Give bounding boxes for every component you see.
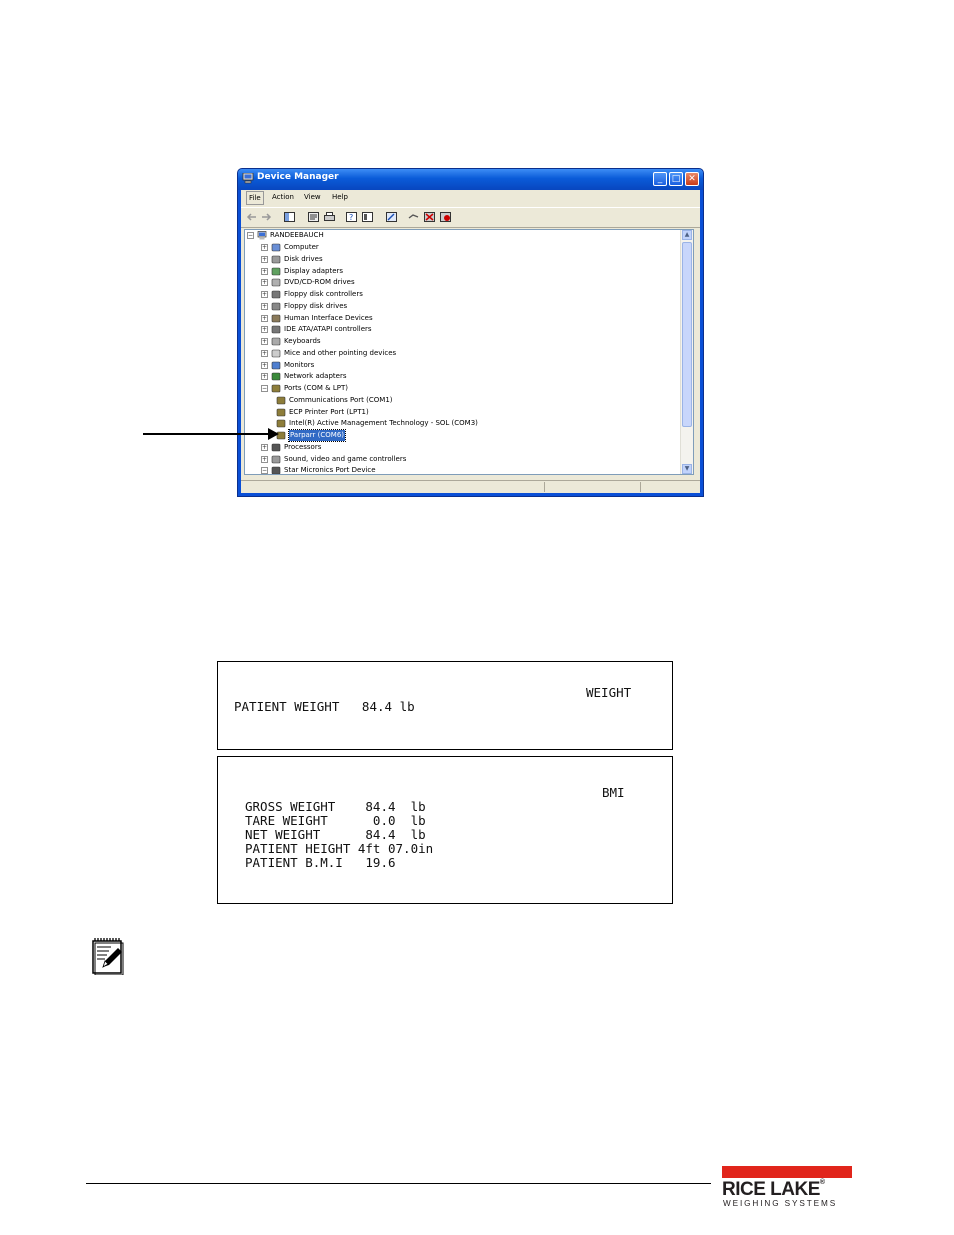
scroll-up-button[interactable]: ▲: [682, 230, 692, 240]
expand-toggle[interactable]: −: [262, 467, 268, 475]
printout-line: GROSS WEIGHT 84.4 lb: [245, 799, 426, 814]
expand-toggle[interactable]: +: [262, 361, 268, 369]
printout-line: PATIENT B.M.I 19.6: [245, 855, 396, 870]
floppy-drive-icon: [271, 302, 281, 311]
display-adapter-icon: [271, 267, 281, 276]
port-device-icon: [271, 466, 281, 475]
expand-toggle[interactable]: +: [262, 244, 268, 251]
expand-toggle[interactable]: +: [262, 267, 268, 275]
tree-item-label: Star Micronics Port Device: [284, 466, 376, 475]
menu-action[interactable]: Action: [272, 193, 294, 201]
menu-help[interactable]: Help: [332, 193, 348, 201]
callout-arrow-head: [268, 428, 279, 440]
scroll-thumb[interactable]: [682, 242, 692, 427]
printout-line: PATIENT WEIGHT 84.4 lb: [234, 699, 415, 714]
status-segment: [544, 482, 641, 492]
device-tree[interactable]: [244, 229, 694, 475]
port-icon: [276, 408, 286, 417]
bmi-printout: [217, 756, 673, 904]
expand-toggle[interactable]: +: [262, 314, 268, 322]
properties-icon[interactable]: [308, 212, 319, 222]
tree-item-label: Mice and other pointing devices: [284, 348, 397, 357]
tree-item-label: Disk drives: [284, 254, 323, 263]
logo-brand-name: [722, 1179, 852, 1201]
tree-item-label: Communications Port (COM1): [289, 395, 393, 404]
show-hide-tree-icon[interactable]: [284, 212, 295, 222]
floppy-controller-icon: [271, 290, 281, 299]
ide-controller-icon: [271, 325, 281, 334]
tree-item-label: Floppy disk drives: [284, 301, 348, 310]
svg-text:?: ?: [349, 213, 354, 222]
port-icon: [276, 419, 286, 428]
view-icon[interactable]: [362, 212, 373, 222]
port-icon: [271, 384, 281, 393]
device-manager-window: [237, 168, 704, 497]
registered-mark: ®: [819, 1179, 825, 1186]
tree-item-label: DVD/CD-ROM drives: [284, 278, 355, 287]
monitor-icon: [271, 361, 281, 370]
callout-arrow-line: [143, 433, 271, 435]
expand-toggle[interactable]: +: [262, 443, 268, 451]
tree-root-label: RANDEEBAUCH: [270, 231, 324, 239]
expand-toggle[interactable]: +: [262, 255, 268, 263]
port-icon: [276, 396, 286, 405]
tree-item-label: Intel(R) Active Management Technology - SOL (COM3): [289, 419, 478, 428]
minimize-button[interactable]: _: [653, 172, 667, 186]
hid-icon: [271, 314, 281, 323]
dvd-drive-icon: [271, 278, 281, 287]
rice-lake-logo: [722, 1166, 852, 1208]
update-driver-icon[interactable]: [408, 212, 419, 222]
tree-item-label: ECP Printer Port (LPT1): [289, 407, 369, 416]
expand-toggle[interactable]: +: [262, 302, 268, 310]
tree-item-label: Network adapters: [284, 372, 347, 381]
expand-toggle[interactable]: +: [262, 338, 268, 345]
collapse-toggle[interactable]: −: [248, 232, 254, 239]
help-icon[interactable]: [346, 212, 357, 222]
back-arrow-icon[interactable]: [246, 212, 257, 222]
expand-toggle[interactable]: +: [262, 349, 268, 357]
window-title: Device Manager: [257, 172, 339, 182]
menu-view[interactable]: View: [304, 193, 321, 201]
toolbar: [241, 207, 700, 228]
status-segment: [640, 482, 700, 492]
tree-item-label: Monitors: [284, 360, 315, 369]
window-titlebar[interactable]: [238, 169, 703, 190]
logo-tagline: WEIGHING SYSTEMS: [723, 1199, 838, 1208]
network-adapter-icon: [271, 372, 281, 381]
menu-file[interactable]: File: [246, 191, 264, 205]
uninstall-icon[interactable]: [424, 212, 435, 222]
print-icon[interactable]: [324, 212, 335, 222]
keyboard-icon: [271, 337, 281, 346]
logo-brand-text: RICE LAKE: [722, 1179, 820, 1200]
collapse-toggle[interactable]: −: [262, 385, 268, 392]
note-icon: [91, 937, 125, 975]
expand-toggle[interactable]: +: [262, 373, 268, 381]
computer-icon: [242, 173, 254, 184]
printout-line: TARE WEIGHT 0.0 lb: [245, 813, 426, 828]
tree-item-label: Human Interface Devices: [284, 313, 373, 322]
mouse-icon: [271, 349, 281, 358]
close-button[interactable]: ✕: [685, 172, 699, 186]
processor-icon: [271, 443, 281, 452]
vertical-scrollbar[interactable]: [680, 230, 693, 474]
status-bar: [241, 480, 700, 493]
forward-arrow-icon[interactable]: [261, 212, 272, 222]
expand-toggle[interactable]: +: [262, 291, 268, 298]
maximize-button[interactable]: □: [669, 172, 683, 186]
tree-item-label: Display adapters: [284, 266, 344, 275]
logo-red-bar: [722, 1166, 852, 1178]
computer-icon: [257, 231, 267, 240]
expand-toggle[interactable]: +: [262, 326, 268, 334]
tree-item-label: Keyboards: [284, 337, 321, 345]
sound-icon: [271, 455, 281, 464]
scan-hardware-icon[interactable]: [386, 212, 397, 222]
disk-drive-icon: [271, 255, 281, 264]
printout-mode-label: BMI: [602, 785, 625, 800]
expand-toggle[interactable]: +: [262, 455, 268, 463]
disable-icon[interactable]: [440, 212, 451, 222]
printout-line: NET WEIGHT 84.4 lb: [245, 827, 426, 842]
tree-item-label: Computer: [284, 243, 319, 251]
tree-item-label: Floppy disk controllers: [284, 290, 363, 298]
tree-item-label: Ports (COM & LPT): [284, 384, 348, 392]
tree-item-label: IDE ATA/ATAPI controllers: [284, 325, 372, 334]
tree-item-label: Processors: [284, 442, 322, 451]
tree-item-label: Parparr (COM6): [290, 431, 345, 439]
expand-toggle[interactable]: +: [262, 279, 268, 287]
computer-icon: [271, 243, 281, 252]
window-client: [241, 190, 700, 493]
menu-bar: [241, 190, 700, 206]
printout-mode-label: WEIGHT: [586, 685, 632, 700]
footer-rule: [86, 1183, 711, 1184]
weight-printout: [217, 661, 673, 750]
scroll-down-button[interactable]: ▼: [682, 464, 692, 474]
tree-item-label: Sound, video and game controllers: [284, 454, 407, 463]
printout-line: PATIENT HEIGHT 4ft 07.0in: [245, 841, 434, 856]
